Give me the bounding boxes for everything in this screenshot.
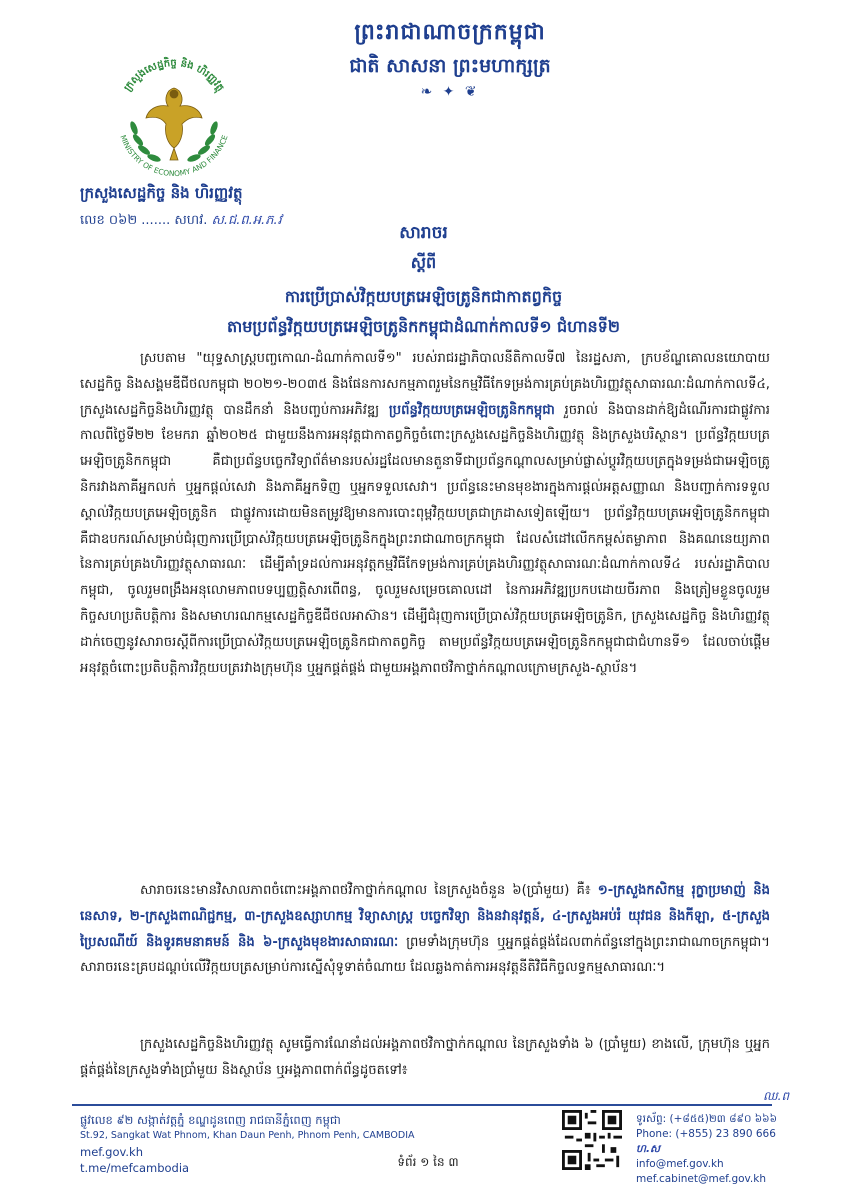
kingdom-title: ព្រះរាជាណាចក្រកម្ពុជា (354, 20, 546, 45)
page-number: ទំព័រ ១ នៃ ៣ (397, 1155, 459, 1169)
address-en: St.92, Sangkat Wat Phnom, Khan Daun Penh, Phnom Penh, CAMBODIA (80, 1130, 415, 1141)
logo-text-km: ក្រសួងសេដ្ឋកិច្ច និង ហិរញ្ញវត្ថុ (122, 57, 226, 94)
letter-number: លេខ ០៦២ ....... សហវ. ស.ជ.ព.អ.ភ.វ (80, 213, 282, 228)
letter-number-suffix: សហវ. (174, 213, 208, 228)
doc-about: ស្តីពី (410, 253, 437, 272)
email-cabinet-link[interactable]: mef.cabinet@mef.gov.kh (636, 1173, 766, 1185)
national-motto: ជាតិ សាសនា ព្រះមហាក្សត្រ (349, 55, 551, 77)
footer-contact (636, 1112, 796, 1187)
letter-number-label: លេខ (80, 213, 105, 228)
doc-subject-line-2: តាមប្រព័ន្ធវិក្កយបត្រអេឡិចត្រូនិកកម្ពុជាដំណាក់កាលទី១ ជំហានទី២ (227, 317, 620, 336)
handwritten-initials: ឈ.ព (763, 1089, 790, 1103)
footer-address (80, 1112, 420, 1176)
phone-en: Phone: (+855) 23 890 666 ហ.ស (636, 1128, 776, 1155)
logo-text-en: MINISTRY OF ECONOMY AND FINANCE (118, 133, 230, 179)
footer-divider (72, 1104, 772, 1106)
ornament-divider: ❧ ✦ ❦ (420, 84, 480, 100)
ministry-name: ក្រសួងសេដ្ឋកិច្ច និង ហិរញ្ញវត្ថុ (80, 184, 243, 202)
footer-signature: ហ.ស (636, 1143, 660, 1155)
paragraph-3: ក្រសួងសេដ្ឋកិច្ចនិងហិរញ្ញវត្ថុ សូមធ្វើការណែនាំដល់អង្គភាពថវិកាថ្នាក់កណ្តាល នៃក្រសួងទាំង ៦ (ប្រាំមួយ) ខាងលើ, ក្រុមហ៊ុន ឬអ្នកផ្គត់ផ្គង់នៃក្រសួងទាំងប្រាំមួយ និងស្ថាប័ន ឬអង្គភាពពាក់ព័ន្ធដូចតទៅ៖ (80, 1037, 770, 1078)
letter-number-handwritten: ស.ជ.ព.អ.ភ.វ (211, 213, 282, 228)
kingdom-header (260, 18, 640, 100)
phone-km: ទូរស័ព្ទ: (+៨៥៥)២៣ ៨៩០ ៦៦៦ (636, 1113, 778, 1125)
paragraph-2: សារាចរនេះមានវិសាលភាពចំពោះអង្គភាពថវិកាថ្នាក់កណ្តាល នៃក្រសួងចំនួន ៦(ប្រាំមួយ) គឺ៖ ១-ក្រសួងកសិកម្ម រុក្ខាប្រមាញ់ និងនេសាទ, ២-ក្រសួងពាណិជ្ជកម្ម, ៣-ក្រសួងឧស្សាហកម្ម វិទ្យាសាស្ត្រ បច្ចេកវិទ្យា និងនវានុវត្តន៍, ៤-ក្រសួងអប់រំ យុវជន និងកីឡា, ៥-ក្រសួងប្រៃសណីយ៍ និងទូរគមនាគមន៍ និង ៦-ក្រសួងមុខងារសាធារណៈ ព្រមទាំងក្រុមហ៊ុន ឬអ្នកផ្គត់ផ្គង់ដែលពាក់ព័ន្ធនៅក្នុងព្រះរាជាណាចក្រកម្ពុជា។ សារាចរនេះគ្របដណ្តប់លើវិក្កយបត្រសម្រាប់ការស្នើសុំទូទាត់ចំណាយ ដែលឆ្លងកាត់ការអនុវត្តនីតិវិធីកិច្ចលទ្ធកម្មសាធារណៈ។ (80, 883, 770, 976)
paragraph-1: ស្របតាម "យុទ្ធសាស្ត្របញ្ចកោណ-ដំណាក់កាលទី១" របស់រាជរដ្ឋាភិបាលនីតិកាលទី៧ នៃរដ្ឋសភា, ក្របខ័ណ្ឌគោលនយោបាយសេដ្ឋកិច្ច និងសង្គមឌីជីថលកម្ពុជា ២០២១-២០៣៥ និងផែនការសកម្មភាពរួមនៃកម្មវិធីកែទម្រង់ការគ្រប់គ្រងហិរញ្ញវត្ថុសាធារណៈដំណាក់កាលទី៤, ក្រសួងសេដ្ឋកិច្ចនិងហិរញ្ញវត្ថុ បានដឹកនាំ និងបញ្ចប់ការអភិវឌ្ឍ ប្រព័ន្ធវិក្កយបត្រអេឡិចត្រូនិកកម្ពុជា រួចរាល់ និងបានដាក់ឱ្យដំណើរការជាផ្លូវការកាលពីថ្ងៃទី២២ ខែមករា ឆ្នាំ២០២៥ ជាមួយនឹងការអនុវត្តជាកាតព្វកិច្ចចំពោះក្រសួងសេដ្ឋកិច្ចនិងហិរញ្ញវត្ថុ និងក្រសួងបរិស្ថាន។ ប្រព័ន្ធវិក្កយបត្រអេឡិចត្រូនិកកម្ពុជា គឺជាប្រព័ន្ធបច្ចេកវិទ្យាព័ត៌មានរបស់រដ្ឋដែលមានតួនាទីជាប្រព័ន្ធកណ្តាលសម្រាប់ផ្លាស់ប្តូរវិក្កយបត្រក្នុងទម្រង់ជាអេឡិចត្រូនិករវាងភាគីអ្នកលក់ ឬអ្នកផ្តល់សេវា និងភាគីអ្នកទិញ ឬអ្នកទទួលសេវា។ ប្រព័ន្ធនេះមានមុខងារក្នុងការផ្តល់អត្តសញ្ញាណ និងបញ្ជាក់ការទទួលស្គាល់វិក្កយបត្រអេឡិចត្រូនិក ជាផ្លូវការដោយមិនតម្រូវឱ្យមានការបោះពុម្ពវិក្កយបត្រជាក្រដាសទៀតឡើយ។ ប្រព័ន្ធវិក្កយបត្រអេឡិចត្រូនិកកម្ពុជា គឺជាឧបករណ៍សម្រាប់ជំរុញការប្រើប្រាស់វិក្កយបត្រអេឡិចត្រូនិកក្នុងព្រះរាជាណាចក្រកម្ពុជា ដែលសំដៅលើកកម្ពស់តម្លាភាព និងគណនេយ្យភាព នៃការគ្រប់គ្រងហិរញ្ញវត្ថុសាធារណៈ ដើម្បីគាំទ្រដល់ការអនុវត្តកម្មវិធីកែទម្រង់ការគ្រប់គ្រងហិរញ្ញវត្ថុសាធារណៈដំណាក់កាលទី៤ របស់រដ្ឋាភិបាលកម្ពុជា, ចូលរួមពង្រឹងអនុលោមភាពបទប្បញ្ញត្តិសារពើពន្ធ, ចូលរួមសម្រេចគោលដៅ នៃការអភិវឌ្ឍប្រកបដោយចីរភាព និងត្រៀមខ្លួនចូលរួមកិច្ចសហប្រតិបត្តិការ និងសមាហរណកម្មសេដ្ឋកិច្ចឌីជីថលអាស៊ាន។ ដើម្បីជំរុញការប្រើប្រាស់វិក្កយបត្រអេឡិចត្រូនិក, ក្រសួងសេដ្ឋកិច្ច និងហិរញ្ញវត្ថុ ដាក់ចេញនូវសារាចរស្តីពីការប្រើប្រាស់វិក្កយបត្រអេឡិចត្រូនិកជាកាតព្វកិច្ច តាមប្រព័ន្ធវិក្កយបត្រអេឡិចត្រូនិកកម្ពុជាជាជំហានទី១ ដែលចាប់ផ្តើមអនុវត្តចំពោះប្រតិបត្តិការវិក្កយបត្ររវាងក្រុមហ៊ុន ឬអ្នកផ្គត់ផ្គង់ ជាមួយអង្គភាពថវិកាថ្នាក់កណ្តាលក្រោមក្រសួង-ស្ថាប័ន។ (80, 351, 770, 676)
doc-subject-line-1: ការប្រើប្រាស់វិក្កយបត្រអេឡិចត្រូនិកជាកាតព្វកិច្ច (284, 287, 563, 306)
qr-code-icon (562, 1110, 622, 1170)
paragraph-1-highlight: ប្រព័ន្ធវិក្កយបត្រអេឡិចត្រូនិកកម្ពុជា (388, 402, 555, 418)
address-km: ផ្លូវលេខ ៩២ សង្កាត់វត្តភ្នំ ខណ្ឌដូនពេញ រាជធានីភ្នំពេញ កម្ពុជា (80, 1113, 341, 1127)
paragraph-2-highlight: ១-ក្រសួងកសិកម្ម រុក្ខាប្រមាញ់ និងនេសាទ, ២-ក្រសួងពាណិជ្ជកម្ម, ៣-ក្រសួងឧស្សាហកម្ម វិទ្យាសាស្ត្រ បច្ចេកវិទ្យា និងនវានុវត្តន៍, ៤-ក្រសួងអប់រំ យុវជន និងកីឡា, ៥-ក្រសួងប្រៃសណីយ៍ និងទូរគមនាគមន៍ និង ៦-ក្រសួងមុខងារសាធារណៈ (80, 883, 770, 950)
doc-type-title: សារាចរ (399, 223, 448, 243)
website-link[interactable]: mef.gov.kh (80, 1145, 143, 1159)
ministry-logo-icon (104, 48, 244, 188)
email-info-link[interactable]: info@mef.gov.kh (636, 1158, 724, 1170)
letter-number-value: ០៦២ (108, 213, 138, 228)
telegram-link[interactable]: t.me/mefcambodia (80, 1161, 190, 1175)
